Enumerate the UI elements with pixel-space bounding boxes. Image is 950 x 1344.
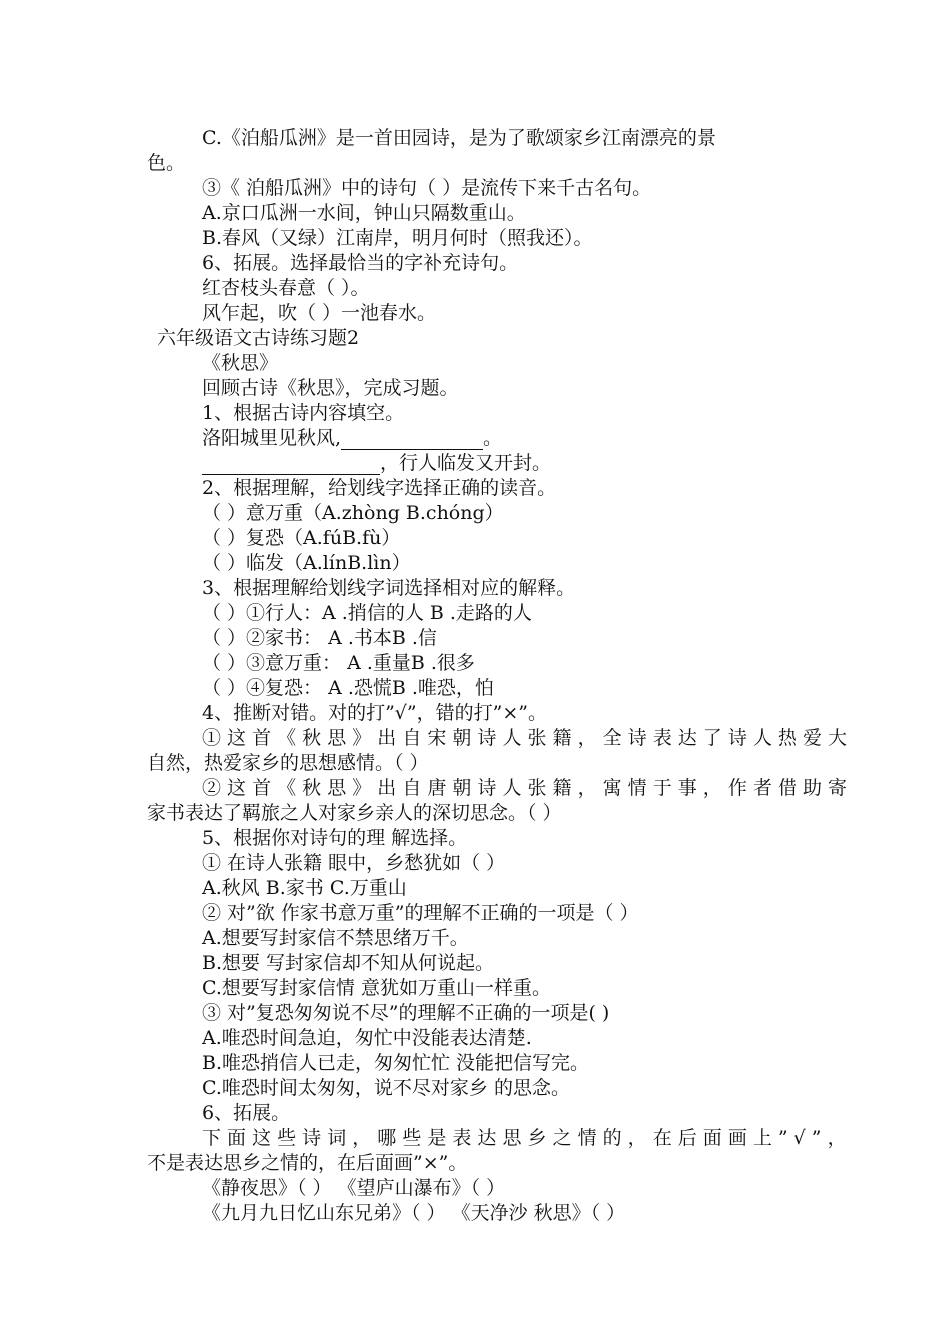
text-line: ② 这 首 《 秋 思 》 出 自 唐 朝 诗 人 张 籍 ， 寓 情 于 事 ， 作 者 借 助 寄 [202,777,847,799]
question-heading: 2、根据理解，给划线字选择正确的读音。 [202,477,557,499]
question-heading: 6、拓展。 [202,1102,291,1124]
question-heading: 3、根据理解给划线字词选择相对应的解释。 [202,577,576,599]
text-line: ① 这 首 《 秋 思 》 出 自 宋 朝 诗 人 张 籍 ， 全 诗 表 达 了 诗 人 热 爱 大 [202,727,847,749]
text-line: 6、拓展。选择最恰当的字补充诗句。 [202,252,519,274]
option-line: （ ）复恐（A.fúB.fù） [202,527,401,549]
text-line: 回顾古诗《秋思》，完成习题。 [202,377,459,399]
text-line: ③《 泊船瓜洲》中的诗句（ ）是流传下来千古名句。 [202,177,652,199]
text-line: 《九月九日忆山东兄弟》（ ） 《天净沙 秋思》（ ） [202,1202,626,1224]
option-line: A.想要写封家信不禁思绪万千。 [202,927,469,949]
option-line: （ ）③意万重： A .重量B .很多 [202,652,475,674]
text-line: 下 面 这 些 诗 词 ， 哪 些 是 表 达 思 乡 之 情 的 ， 在 后 面 画 上 ” √ ” ， [202,1127,847,1149]
poem-text: 洛阳城里见秋风, [202,427,342,449]
option-line: （ ）④复恐： A .恐慌B .唯恐，怕 [202,677,494,699]
text-line: 家书表达了羁旅之人对家乡亲人的深切思念。（ ） [147,802,562,824]
question-heading: 1、根据古诗内容填空。 [202,402,405,424]
answer-blank[interactable] [341,429,483,450]
option-line: （ ）②家书： A .书本B .信 [202,627,437,649]
text-line: B.春风（又绿）江南岸，明月何时（照我还）。 [202,227,593,249]
text-line: ② 对”欲 作家书意万重”的理解不正确的一项是（ ） [202,902,639,924]
fill-in-line [202,451,551,475]
option-line: B.想要 写封家信却不知从何说起。 [202,952,495,974]
option-line: C.想要写封家信情 意犹如万重山一样重。 [202,977,551,999]
text-line: 《静夜思》（ ） 《望庐山瀑布》（ ） [202,1177,506,1199]
poem-text: 。 [483,427,503,449]
option-line: A.唯恐时间急迫，匆忙中没能表达清楚. [202,1027,532,1049]
text-line: ③ 对”复恐匆匆说不尽”的理解不正确的一项是( ) [202,1002,610,1024]
option-line: （ ）意万重（A.zhòng B.chóng） [202,502,504,524]
poem-title: 《秋思》 [202,352,279,374]
answer-blank[interactable] [202,454,380,475]
poem-text: ，行人临发又开封。 [380,452,552,474]
text-line: 自然，热爱家乡的思想感情。（ ） [147,752,429,774]
text-line: 红杏枝头春意（ ）。 [202,277,370,299]
option-line: B.唯恐捎信人已走，匆匆忙忙 没能把信写完。 [202,1052,590,1074]
fill-in-line [202,426,502,450]
text-line: C.《泊船瓜洲》是一首田园诗，是为了歌颂家乡江南漂亮的景 [202,127,716,149]
option-line: （ ）临发（A.línB.lìn） [202,552,411,574]
text-line: 风乍起，吹（ ）一池春水。 [202,302,437,324]
option-line: A.秋风 B.家书 C.万重山 [202,877,407,899]
text-line: 不是表达思乡之情的，在后面画”×”。 [147,1152,468,1174]
section-title: 六年级语文古诗练习题2 [157,327,360,349]
question-heading: 4、推断对错。对的打”√”，错的打”×”。 [202,702,547,724]
question-heading: 5、根据你对诗句的理 解选择。 [202,827,468,849]
text-line: ① 在诗人张籍 眼中，乡愁犹如（ ） [202,852,506,874]
text-line: A.京口瓜洲一水间，钟山只隔数重山。 [202,202,526,224]
option-line: C.唯恐时间太匆匆，说不尽对家乡 的思念。 [202,1077,570,1099]
text-line: 色。 [147,152,186,174]
option-line: （ ）①行人：A .捎信的人 B .走路的人 [202,602,532,624]
